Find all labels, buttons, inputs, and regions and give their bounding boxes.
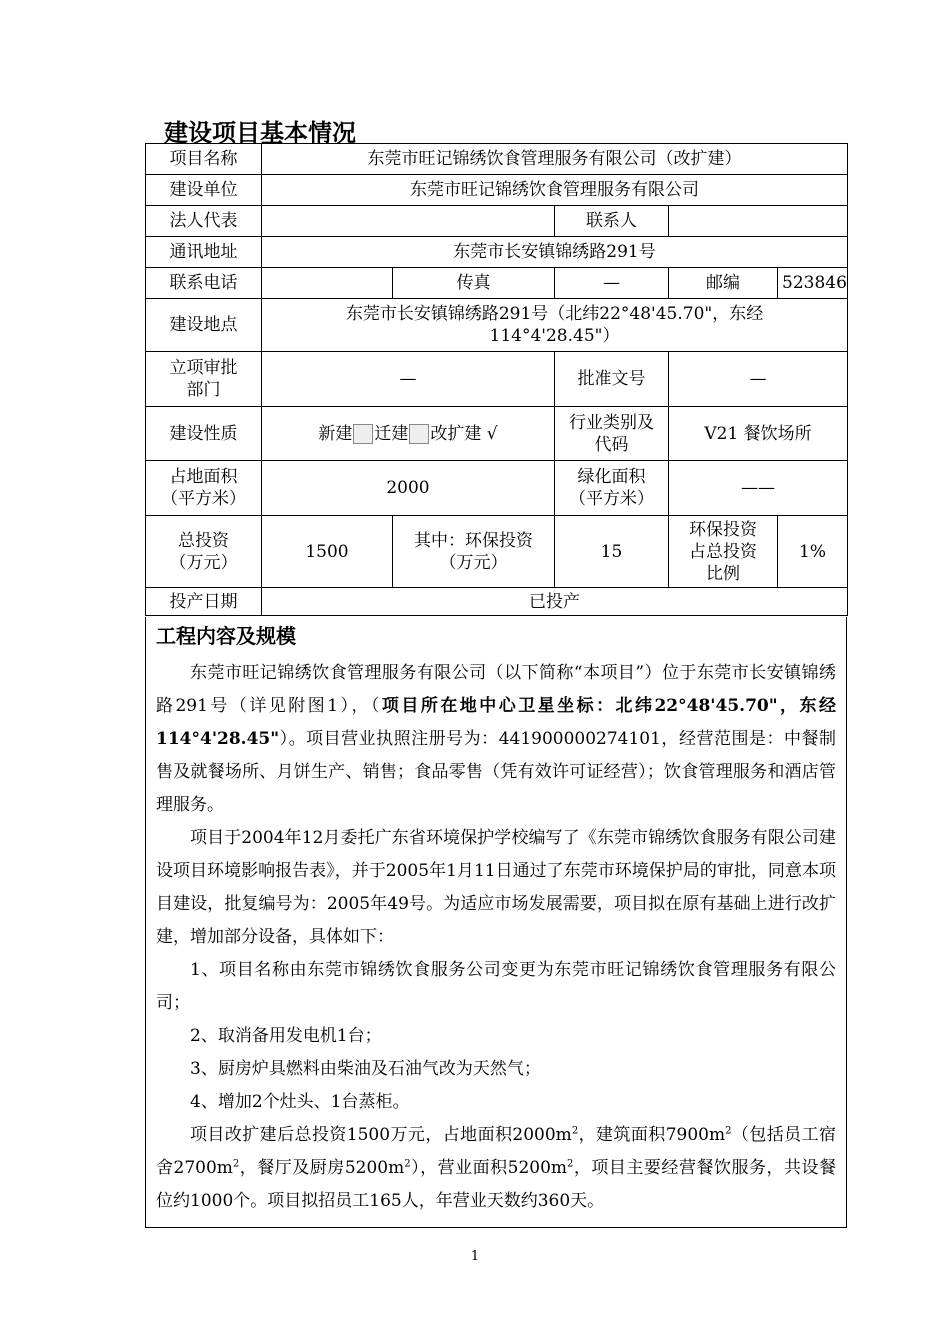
- ratio-label-line1: 环保投资: [689, 519, 757, 540]
- row-investment: [146, 516, 848, 588]
- paragraph-item-1: 1、项目名称由东莞市锦绣饮食服务公司变更为东莞市旺记锦绣饮食管理服务有限公司；: [156, 960, 836, 1013]
- area-value: 2000: [262, 461, 555, 516]
- env-invest-label-line1: 其中：环保投资: [414, 530, 533, 551]
- paragraph-scale: [156, 1119, 836, 1218]
- env-invest-value: 15: [555, 516, 669, 588]
- green-value: ——: [669, 461, 848, 516]
- legal-rep-value: [262, 206, 555, 237]
- row-approval: [146, 352, 848, 407]
- green-label-line2: （平方米）: [569, 489, 654, 509]
- invest-label-line2: （万元）: [169, 552, 238, 573]
- project-info-table: [145, 143, 848, 616]
- paragraph-intro: [156, 657, 836, 822]
- scale-text-c: （包括员工宿舍2700m: [156, 1125, 837, 1178]
- nature-move-checkbox[interactable]: [409, 424, 429, 444]
- address-value: 东莞市长安镇锦绣路291号: [262, 237, 848, 268]
- phone-value: [262, 268, 393, 299]
- area-label-line1: 占地面积: [169, 467, 238, 487]
- row-nature: [146, 407, 848, 461]
- paragraph-item-4: 4、增加2个灶头、1台蒸柜。: [190, 1092, 410, 1112]
- nature-options: [262, 407, 555, 461]
- nature-move-label: 迁建: [374, 423, 409, 444]
- row-area: [146, 461, 848, 516]
- builder-label: 建设单位: [146, 175, 262, 206]
- content-heading: 工程内容及规模: [156, 624, 296, 648]
- ratio-value: 1%: [778, 516, 848, 588]
- green-label: [555, 461, 669, 516]
- row-legal-rep: [146, 206, 848, 237]
- intro-text-a: 东莞市旺记锦绣饮食管理服务有限公司（以下简称“本项目”）位于东莞市长安镇锦绣路291号（详见附图1），（: [156, 663, 836, 716]
- page-number: 1: [470, 1249, 480, 1264]
- row-phone: [146, 268, 848, 299]
- address-label: 通讯地址: [146, 237, 262, 268]
- industry-label: [555, 407, 669, 461]
- unit-superscript: 2: [571, 1125, 579, 1137]
- unit-superscript: 2: [567, 1158, 574, 1170]
- row-site: [146, 299, 848, 352]
- paragraph-history: 项目于2004年12月委托广东省环境保护学校编写了《东莞市锦绣饮食服务有限公司建设项目环境影响报告表》，并于2005年1月11日通过了东莞市环境保护局的审批，同意本项目建设，批复编号为：2005年49号。为适应市场发展需要，项目拟在原有基础上进行改扩建，增加部分设备，具体如下：: [156, 828, 836, 947]
- phone-label: 联系电话: [146, 268, 262, 299]
- row-address: [146, 237, 848, 268]
- unit-superscript: 2: [725, 1125, 732, 1137]
- ratio-label-line2: 占总投资: [689, 541, 757, 562]
- scale-text-d: ，餐厅及厨房5200m: [239, 1158, 405, 1178]
- paragraph-item-2: 2、取消备用发电机1台；: [190, 1026, 382, 1046]
- start-label: 投产日期: [146, 588, 262, 616]
- site-label: 建设地点: [146, 299, 262, 352]
- env-invest-label-line2: （万元）: [439, 552, 508, 573]
- intro-coordinates: 项目所在地中心卫星坐标：北纬22°48'45.70"，东经114°4'28.45": [156, 696, 837, 749]
- nature-label: 建设性质: [146, 407, 262, 461]
- approval-dept-label: [146, 352, 262, 407]
- unit-superscript: 2: [232, 1158, 240, 1170]
- nature-new-checkbox[interactable]: [353, 424, 373, 444]
- invest-value: 1500: [262, 516, 393, 588]
- paragraph-item-3: 3、厨房炉具燃料由柴油及石油气改为天然气；: [190, 1059, 541, 1079]
- ratio-label-line3: 比例: [706, 563, 740, 584]
- approval-dept-label-line1: 立项审批: [169, 358, 238, 378]
- ratio-label: [669, 516, 778, 588]
- fax-label: 传真: [393, 268, 555, 299]
- industry-label-line1: 行业类别及: [569, 412, 654, 433]
- builder-value: 东莞市旺记锦绣饮食管理服务有限公司: [262, 175, 848, 206]
- page-title: 建设项目基本情况: [164, 118, 356, 147]
- area-label: [146, 461, 262, 516]
- area-label-line2: （平方米）: [161, 489, 246, 509]
- approval-no-label: 批准文号: [555, 352, 669, 407]
- contact-value: [669, 206, 848, 237]
- intro-text-b: ）。项目营业执照注册号为：441900000274101，经营范围是：中餐制售及就餐场所、月饼生产、销售；食品零售（凭有效许可证经营）；饮食管理服务和酒店管理服务。: [156, 729, 836, 815]
- industry-label-line2: 代码: [594, 434, 629, 455]
- unit-superscript: 2: [404, 1158, 411, 1170]
- industry-value: V21 餐饮场所: [669, 407, 848, 461]
- invest-label-line1: 总投资: [178, 530, 229, 551]
- invest-label: [146, 516, 262, 588]
- legal-rep-label: 法人代表: [146, 206, 262, 237]
- scale-text-b: ，建筑面积7900m: [578, 1125, 726, 1145]
- green-label-line1: 绿化面积: [577, 467, 646, 487]
- nature-new-label: 新建: [318, 423, 353, 444]
- contact-label: 联系人: [555, 206, 669, 237]
- fax-value: —: [555, 268, 669, 299]
- start-value: 已投产: [262, 588, 848, 616]
- row-project-name: [146, 144, 848, 175]
- approval-no-value: —: [669, 352, 848, 407]
- scale-text-e: ），营业面积5200m: [410, 1158, 568, 1178]
- project-name-label: 项目名称: [146, 144, 262, 175]
- nature-expand-label: 改扩建 √: [430, 423, 498, 444]
- project-content-section: [145, 617, 847, 1228]
- postcode-value: 523846: [778, 268, 848, 299]
- scale-text-f: ，项目主要经营餐饮服务，共设餐位约1000个。项目拟招员工165人，年营业天数约360天。: [156, 1158, 836, 1211]
- project-name-value: 东莞市旺记锦绣饮食管理服务有限公司（改扩建）: [262, 144, 848, 175]
- approval-dept-label-line2: 部门: [186, 380, 221, 400]
- env-invest-label: [393, 516, 555, 588]
- approval-dept-value: —: [262, 352, 555, 407]
- scale-text-a: 项目改扩建后总投资1500万元，占地面积2000m: [190, 1125, 572, 1145]
- postcode-label: 邮编: [669, 268, 778, 299]
- site-value: 东莞市长安镇锦绣路291号（北纬22°48'45.70"，东经114°4'28.45"）: [262, 299, 848, 352]
- row-builder: [146, 175, 848, 206]
- row-start-date: [146, 588, 848, 616]
